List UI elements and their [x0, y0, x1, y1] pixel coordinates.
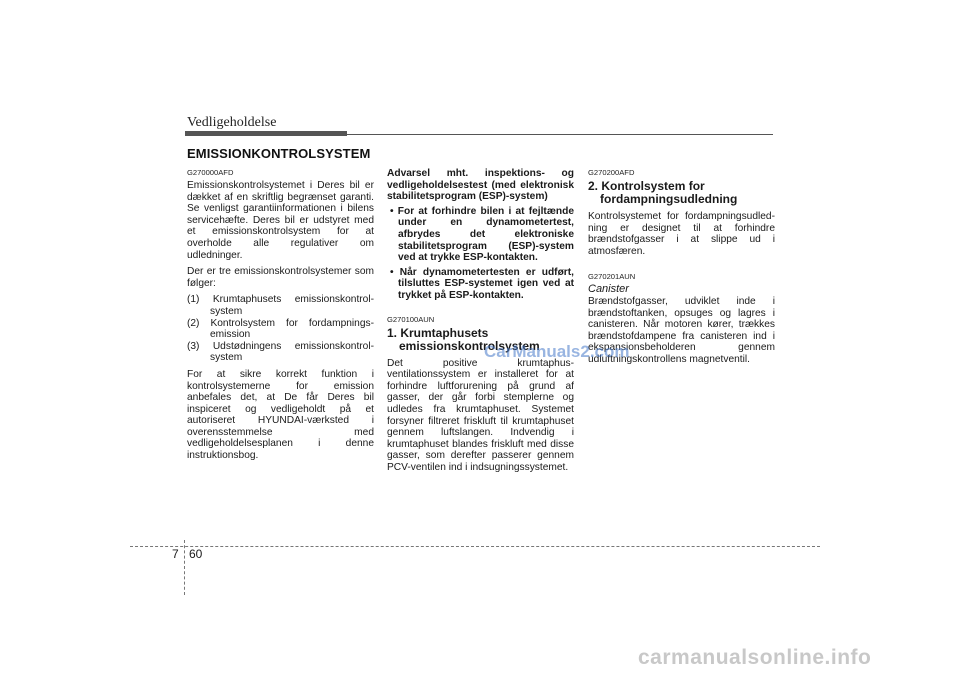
column-2: [387, 168, 574, 478]
page-number: 60: [189, 547, 203, 561]
lead-paragraph: Der er tre emissionskontrolsystemer som følger:: [187, 266, 374, 289]
column-3: [588, 168, 775, 371]
subheading-crankcase: 1. Krumtaphusets emissionskontrolsystem: [387, 325, 540, 353]
canister-heading: Canister: [588, 283, 629, 296]
header-title: Vedligeholdelse: [187, 115, 277, 130]
watermark: CarManuals2.com: [484, 342, 630, 361]
intro-paragraph: Emissionskontrolsystemet i Deres bil er dækket af en skriftlig begrænset garanti. Se venligst garantiinformationen i bilens servicehæfte. Deres bil er udstyret med et emissionskontrolsystem for at overholde alle regulativer om udledninger.: [187, 180, 374, 261]
canister-paragraph: Brændstofgasser, udviklet inde i brændstoftanken, opsuges og lagres i canisteren. Når motoren kører, trækkes brændstofdampene fra canisteren ind i ekspansionsbeholderen gennem udluftningskontrollens magnetventil.: [588, 295, 775, 365]
section-code: G270201AUN: [588, 272, 636, 282]
warning-bullet-2: • Når dynamometertesten er udført, tilsluttes ESP-systemet igen ved at trykket på ESP-kontakten.: [390, 266, 574, 301]
site-watermark: carmanualsonline.info: [638, 646, 872, 669]
section-code: G270100AUN: [387, 314, 435, 324]
warning-title: Advarsel mht. inspektions- og vedligeholdelsestest (med elektronisk stabilitetsprogram (ESP)-system): [387, 168, 574, 203]
footer-rule: [130, 546, 820, 547]
footer-divider: [184, 540, 185, 595]
section-title: EMISSIONKONTROLSYSTEM: [187, 146, 371, 161]
column-1: [187, 168, 374, 467]
outro-paragraph: For at sikre korrekt funktion i kontrolsystemerne for emission anbefales det, at De får Deres bil inspiceret og vedligeholdt på et autoriseret HYUNDAI-værksted i overensstemmelse med vedligeholdelsesplanen i denne instruktionsbog.: [187, 368, 374, 462]
section-number: 7: [172, 547, 179, 561]
section-code: G270200AFD: [588, 168, 635, 177]
evaporative-paragraph: Kontrolsystemet for fordampningsudled-ning er designet til at forhindre brændstofgasser i at slippe ud i atmosfæren.: [588, 211, 775, 257]
list-item-2: (2) Kontrolsystem for fordampnings-emission: [187, 317, 374, 341]
header-rule-accent: [185, 131, 347, 136]
list-item-3: (3) Udstødningens emissionskontrol-system: [187, 340, 374, 364]
crankcase-paragraph: Det positive krumtaphus-ventilationssystem er installeret for at forhindre luftforurening på grund af gasser, der går forbi stemplerne og udledes fra krumtaphuset. Systemet forsyner filtreret friskluft til krumtaphuset gennem luftslangen. Indvendig i krumtaphuset blandes friskluft med disse gasser, som derefter passerer gennem PCV-ventilen ind i indsugningssystemet.: [387, 357, 574, 473]
subheading-evaporative: 2. Kontrolsystem for fordampningsudledning: [588, 179, 738, 206]
section-code: G270000AFD: [187, 168, 234, 177]
warning-bullet-1: • For at forhindre bilen i at fejltænde under en dynamometertest, afbrydes det elektroniske stabilitetsprogram (ESP)-system ved at trykke ESP-kontakten.: [390, 205, 574, 264]
list-item-1: (1) Krumtaphusets emissionskontrol-system: [187, 294, 374, 317]
